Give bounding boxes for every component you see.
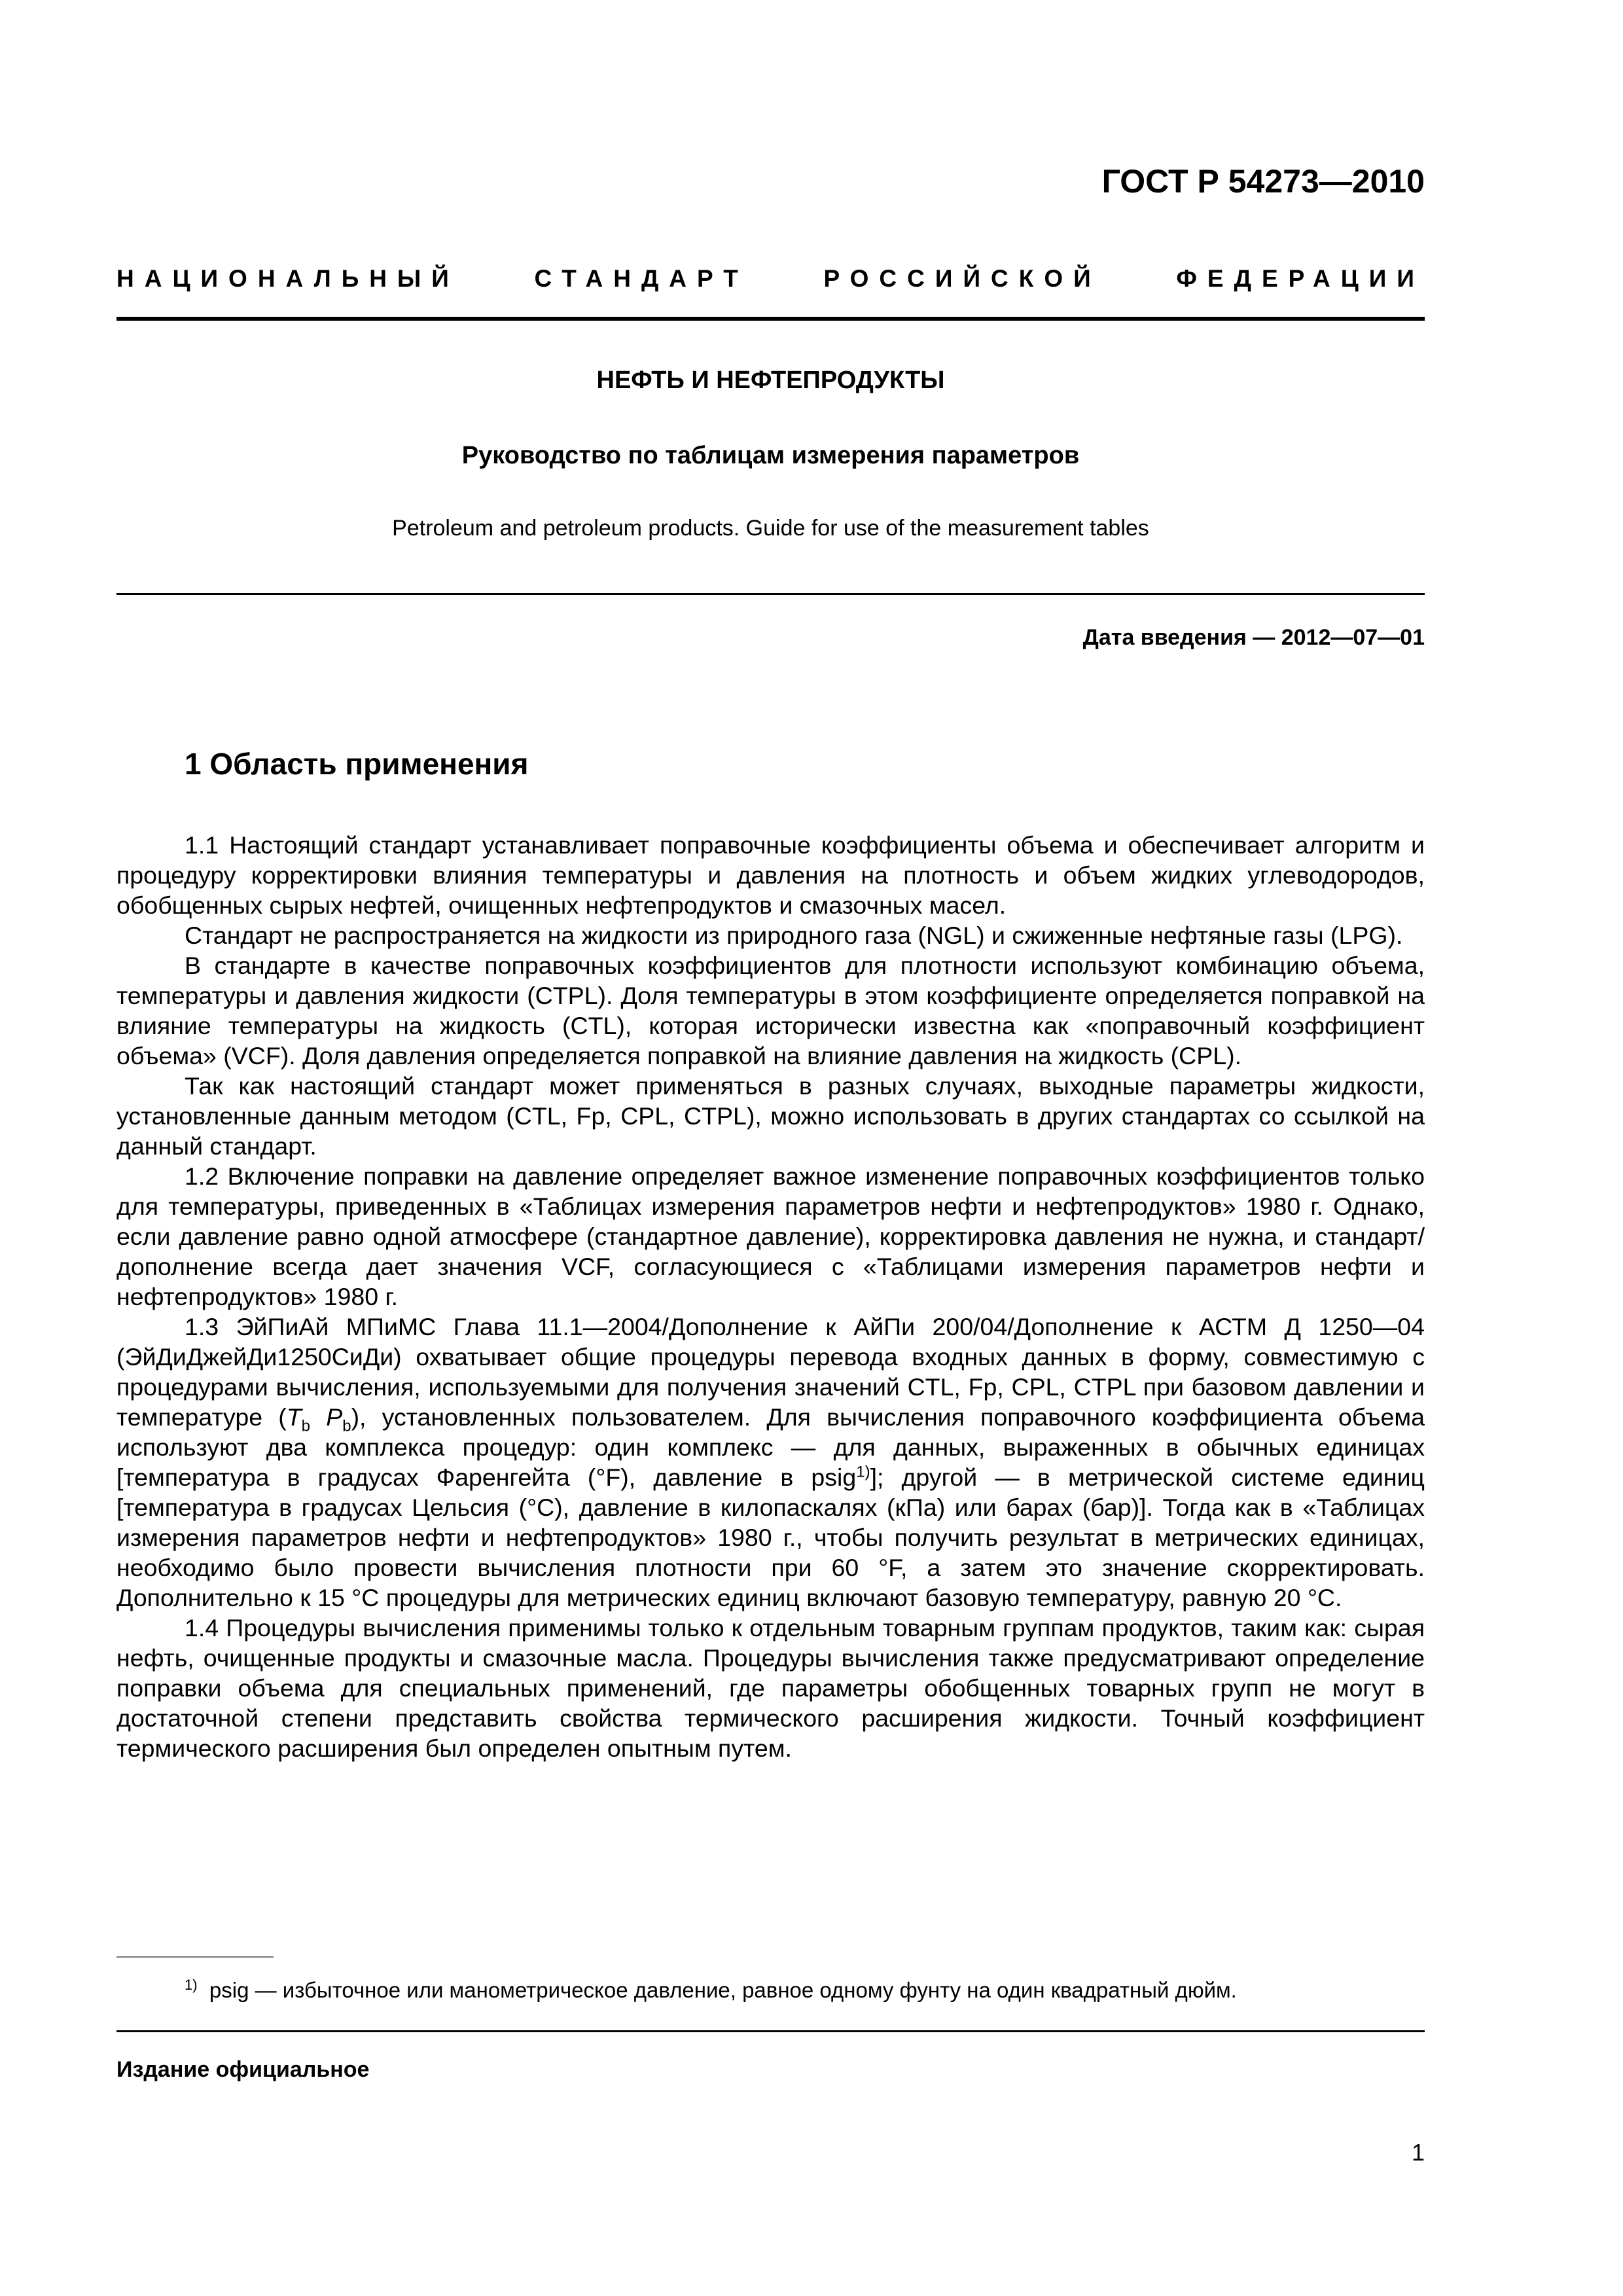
paragraph bbox=[116, 1312, 1425, 1613]
footnote bbox=[185, 1978, 1237, 2003]
paragraph: 1.2 Включение поправки на давление определяет важное изменение поправочных коэффициентов только для температуры, приведенных в «Таблицах измерения параметров нефти и нефтепродуктов» 1980 г. Однако, если давление равно одной атмосфере (стандартное давление), корректировка давления не нужна, и стандарт/дополнение всегда дает значения VCF, согласующиеся с «Таблицами измерения параметров нефти и нефтепродуктов» 1980 г. bbox=[116, 1162, 1425, 1310]
document-subtitle: Руководство по таблицам измерения параметров bbox=[461, 442, 1080, 469]
footer-rule bbox=[116, 2030, 1425, 2032]
subscript: b bbox=[301, 1417, 311, 1435]
footnote-reference[interactable]: 1) bbox=[856, 1463, 870, 1481]
section-heading: 1 Область применения bbox=[185, 747, 529, 781]
standard-designation: ГОСТ Р 54273—2010 bbox=[1101, 163, 1425, 200]
header-rule bbox=[116, 317, 1425, 321]
paragraph-text: ]; другой — в метрической системе единиц [температура в градусах Цельсия (°С), давление в килопаскалях (кПа) или барах (бар)]. Тогда как в «Таблицах измерения параметров нефти и нефтепродуктов» 1980 г., чтобы получить результат в метрических единицах, необходимо было провести вычисления плотности при 60 °F, а затем это значение скорректировать. Дополнительно к 15 °С процедуры для метрических единиц включают базовую температуру, равную 20 °С. bbox=[116, 1463, 1425, 1611]
paragraph-text: 1.3 ЭйПиАй МПиМС Глава 11.1—2004/Дополнение к АйПи 200/04/Дополнение к АСТМ Д 1250—04 (ЭйДиДжейДи1250СиДи) охватывает общие процедуры перевода входных данных в форму, совместимую с процедурами вычисления, используемыми для получения значений CTL, Fp, CPL, CTPL при базовом давлении и температуре ( bbox=[116, 1313, 1425, 1431]
page-number: 1 bbox=[1411, 2139, 1425, 2166]
paragraph: В стандарте в качестве поправочных коэффициентов для плотности используют комбинацию объема, температуры и давления жидкости (CTPL). Доля температуры в этом коэффициенте определяется поправкой на влияние температуры на жидкость (CTL), которая исторически известна как «поправочный коэффициент объема» (VCF). Доля давления определяется поправкой на влияние давления на жидкость (CPL). bbox=[116, 952, 1425, 1069]
banner-word: РОССИЙСКОЙ bbox=[823, 265, 1101, 292]
paragraph-text: ), установленных пользователем. Для вычисления поправочного коэффициента объема используют два комплекса процедур: один комплекс — для данных, выраженных в обычных единицах [температура в градусах Фаренгейта (°F), давление в psig bbox=[116, 1403, 1425, 1491]
paragraph: 1.1 Настоящий стандарт устанавливает поправочные коэффициенты объема и обеспечивает алгоритм и процедуру корректировки влияния температуры и давления на плотность и объем жидких углеводородов, обобщенных сырых нефтей, очищенных нефтепродуктов и смазочных масел. bbox=[116, 831, 1425, 919]
national-standard-banner bbox=[116, 265, 1425, 293]
banner-word: СТАНДАРТ bbox=[534, 265, 749, 292]
document-title: НЕФТЬ И НЕФТЕПРОДУКТЫ bbox=[596, 367, 945, 394]
subscript: b bbox=[342, 1417, 351, 1435]
symbol-p: P bbox=[326, 1403, 343, 1431]
footnote-mark: 1) bbox=[185, 1977, 198, 1993]
banner-word: НАЦИОНАЛЬНЫЙ bbox=[116, 265, 459, 292]
banner-word: ФЕДЕРАЦИИ bbox=[1176, 265, 1425, 292]
footnote-text: psig — избыточное или манометрическое давление, равное одному фунту на один квадратный дюйм. bbox=[209, 1978, 1237, 2002]
introduction-date: Дата введения — 2012—07—01 bbox=[1082, 625, 1425, 650]
edition-label: Издание официальное bbox=[116, 2057, 370, 2082]
title-rule bbox=[116, 593, 1425, 595]
section-body bbox=[116, 830, 1425, 1763]
english-title: Petroleum and petroleum products. Guide for use of the measurement tables bbox=[392, 516, 1149, 541]
paragraph: Стандарт не распространяется на жидкости из природного газа (NGL) и сжиженные нефтяные газы (LPG). bbox=[185, 922, 1403, 949]
symbol-t: T bbox=[286, 1403, 302, 1431]
paragraph: Так как настоящий стандарт может применяться в разных случаях, выходные параметры жидкости, установленные данным методом (CTL, Fp, CPL, CTPL), можно использовать в других стандартах со ссылкой на данный стандарт. bbox=[116, 1072, 1425, 1160]
footnote-separator bbox=[116, 1956, 274, 1958]
paragraph: 1.4 Процедуры вычисления применимы только к отдельным товарным группам продуктов, таким как: сырая нефть, очищенные продукты и смазочные масла. Процедуры вычисления также предусматривают определение поправки объема для специальных применений, где параметры обобщенных товарных групп не могут в достаточной степени представить свойства термического расширения жидкости. Точный коэффициент термического расширения был определен опытным путем. bbox=[116, 1614, 1425, 1762]
